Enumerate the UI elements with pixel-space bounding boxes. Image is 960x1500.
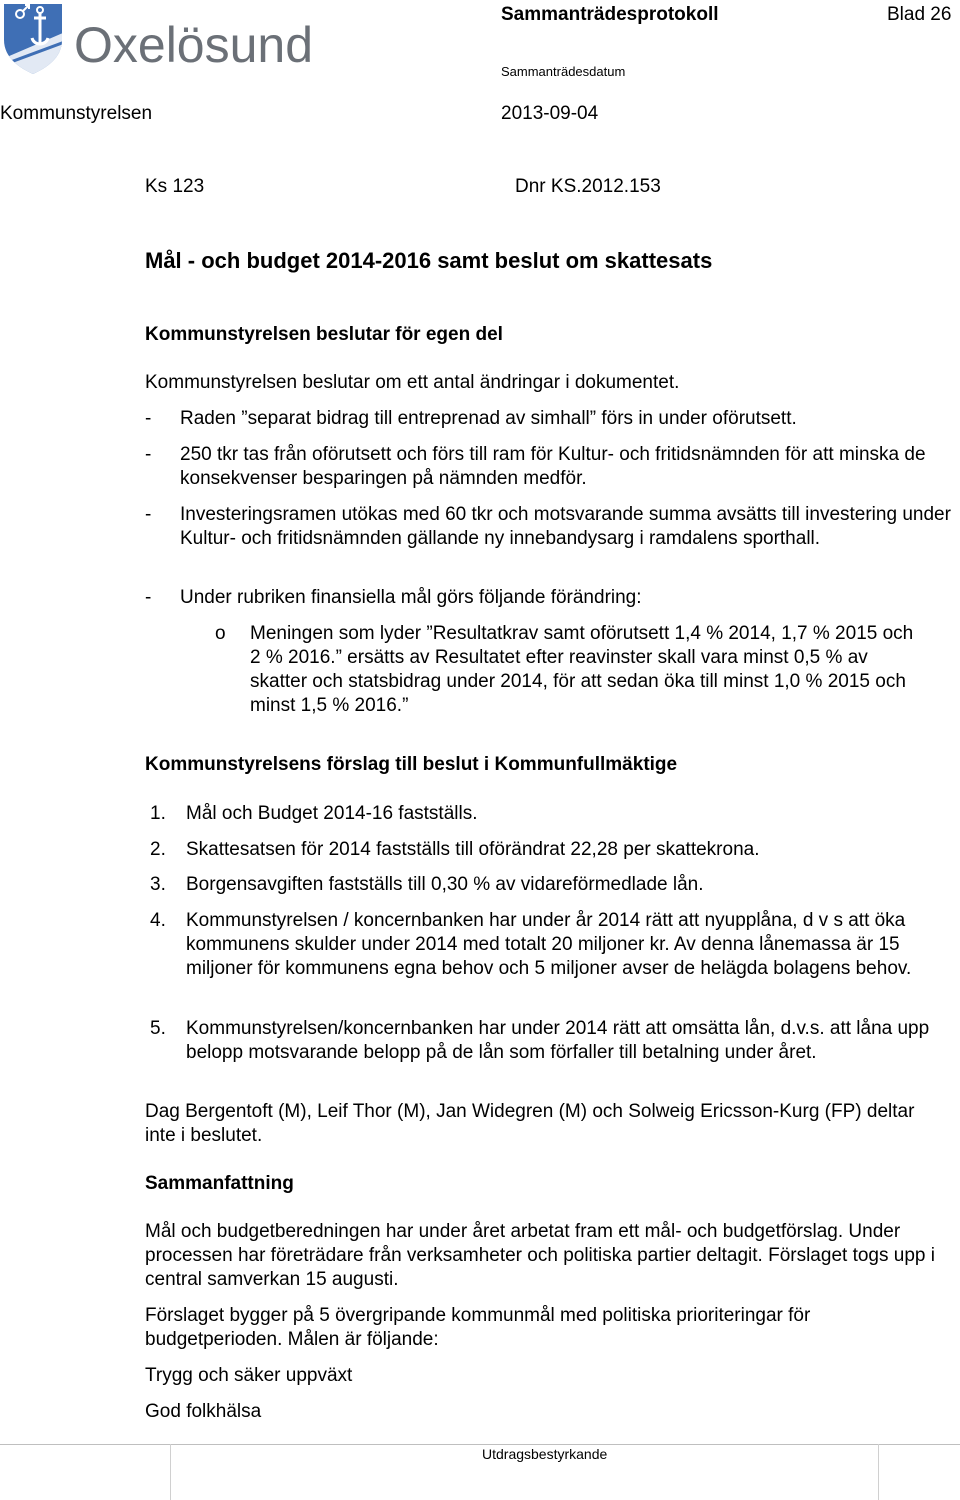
page-title: Mål - och budget 2014-2016 samt beslut om skattesats [145,248,713,273]
item-text: Borgensavgiften fastställs till 0,30 % av vidareförmedlade lån. [186,874,704,895]
item-text: Kommunstyrelsen/koncernbanken har under 2014 rätt att omsätta lån, d.v.s. att låna upp belopp motsvarande belopp på de lån som förfaller till betalning under året. [186,1018,930,1063]
abstention-note: Dag Bergentoft (M), Leif Thor (M), Jan Widegren (M) och Solweig Ericsson-Kurg (FP) deltar inte i beslutet. [145,1101,915,1146]
logo-text: Oxelösund [74,17,314,73]
item-text: Skattesatsen för 2014 fastställs till oförändrat 22,28 per skattekrona. [186,839,760,860]
numbered-item [145,802,960,826]
date-label: Sammanträdesdatum [501,64,626,79]
bullet-text: Under rubriken finansiella mål görs följande förändring: [180,587,642,608]
footer-divider [0,1444,960,1445]
bullet-item [145,586,960,610]
item-text: Mål och Budget 2014-16 fastställs. [186,803,478,824]
organ-name: Kommunstyrelsen [0,103,153,124]
bullet-text: Investeringsramen utökas med 60 tkr och motsvarande summa avsätts till investering under Kultur- och fritidsnämnden gällande ny innebandysarg i ramdalens sporthall. [180,504,951,549]
summary-paragraph: Förslaget bygger på 5 övergripande kommunmål med politiska prioriteringar för budgetperioden. Målen är följande: [145,1305,811,1350]
coat-of-arms-icon [0,4,70,76]
numbered-item [145,873,960,897]
diary-number: Dnr KS.2012.153 [515,176,661,197]
oxelosund-logo [0,0,340,76]
meeting-date: 2013-09-04 [501,103,599,124]
sub-bullet-text: Meningen som lyder ”Resultatkrav samt oförutsett 1,4 % 2014, 1,7 % 2015 och 2 % 2016.” ersätts av Resultatet efter reavinster skall vara minst 0,5 % av skatter och statsbidrag under 2014, för att sedan öka till minst 1,0 % 2015 och minst 1,5 % 2016.” [250,623,914,716]
item-number: 1. [150,803,166,824]
certification-label: Utdragsbestyrkande [482,1446,608,1462]
numbered-item [145,838,960,862]
bullet-dash: - [145,408,152,429]
case-number: Ks 123 [145,176,205,197]
section-heading-own-decision: Kommunstyrelsen beslutar för egen del [145,324,503,345]
item-number: 5. [150,1018,166,1039]
item-number: 4. [150,910,166,931]
item-text: Kommunstyrelsen / koncernbanken har under år 2014 rätt att nyupplåna, d v s att öka kommunens skulder under 2014 med totalt 20 miljoner kr. Av denna lånemassa är 15 miljoner för kommunens egna behov och 5 miljoner avser de helägda bolagens behov. [186,910,912,979]
numbered-item [145,1017,960,1065]
footer-column-divider [170,1444,171,1500]
bullet-item [145,443,960,491]
item-number: 3. [150,874,166,895]
summary-paragraph: Mål och budgetberedningen har under året arbetat fram ett mål- och budgetförslag. Under processen har företrädare från verksamheter och politiska partier deltagit. Förslaget togs upp i central samverkan 15 augusti. [145,1221,935,1290]
footer-column-divider [878,1444,879,1500]
bullet-text: 250 tkr tas från oförutsett och förs till ram för Kultur- och fritidsnämnden för att minska de konsekvenser besparingen på nämnden medför. [180,444,926,489]
bullet-dash: - [145,587,152,608]
sub-bullet-marker: o [215,623,226,644]
sub-bullet-item [215,622,915,718]
intro-paragraph: Kommunstyrelsen beslutar om ett antal ändringar i dokumentet. [145,372,680,393]
numbered-item [145,909,960,981]
bullet-text: Raden ”separat bidrag till entreprenad av simhall” förs in under oförutsett. [180,408,797,429]
bullet-item [145,407,960,431]
goal-item: God folkhälsa [145,1401,262,1422]
section-heading-proposal: Kommunstyrelsens förslag till beslut i Kommunfullmäktige [145,754,678,775]
section-heading-summary: Sammanfattning [145,1173,294,1194]
goal-item: Trygg och säker uppväxt [145,1365,353,1386]
bullet-item [145,503,960,551]
item-number: 2. [150,839,166,860]
bullet-dash: - [145,444,152,465]
page-number: Blad 26 [887,4,952,25]
document-type: Sammanträdesprotokoll [501,4,719,25]
bullet-dash: - [145,504,152,525]
